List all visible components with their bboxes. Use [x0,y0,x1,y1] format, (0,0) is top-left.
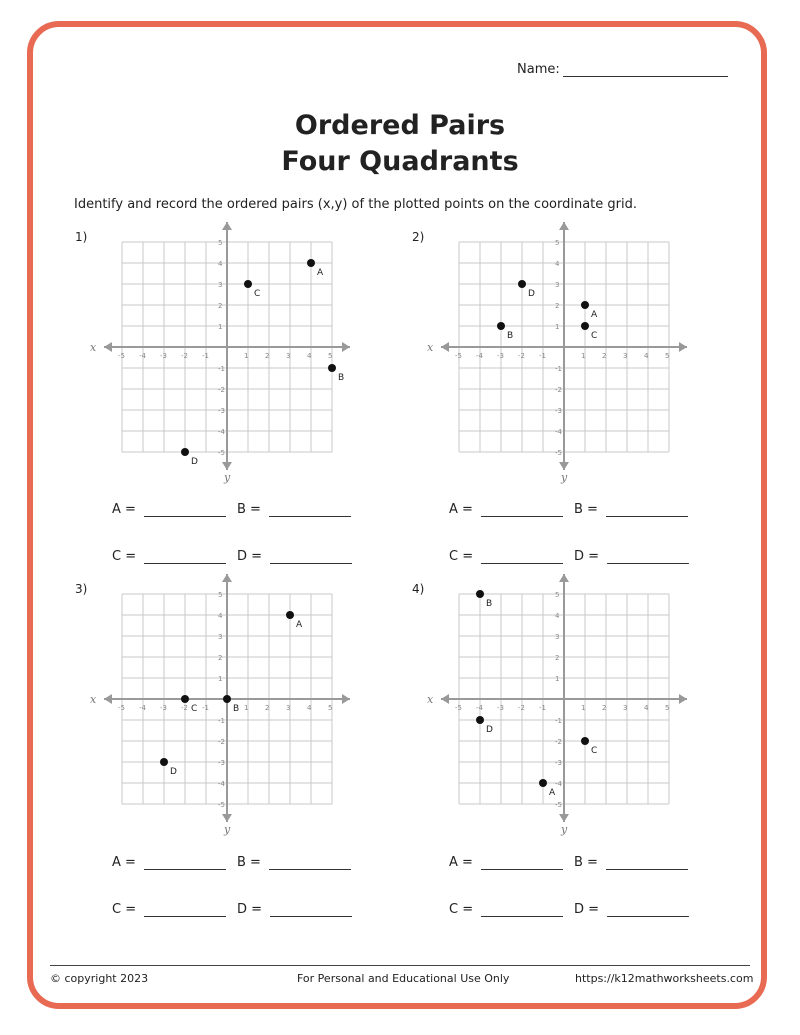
point-a [307,259,315,267]
y-tick-label: -1 [555,365,562,373]
y-tick-label: 2 [555,302,560,310]
answer-field [449,855,563,870]
x-axis-label: x [427,693,434,706]
answer-blank[interactable] [144,855,226,870]
answer-field [574,549,689,564]
y-tick-label: 1 [555,323,560,331]
y-tick-label: -4 [555,780,562,788]
x-axis-label: x [427,341,434,354]
x-tick-label: 4 [644,352,649,360]
axis-arrow [222,574,232,582]
x-axis-label: x [90,341,97,354]
y-tick-label: 2 [555,654,560,662]
y-axis-label: y [561,823,568,836]
x-tick-label: 2 [265,704,270,712]
y-tick-label: -2 [555,386,562,394]
answer-label: B = [574,855,598,870]
answer-blank[interactable] [481,502,563,517]
point-label-a: A [317,268,324,278]
y-tick-label: -2 [218,386,225,394]
point-label-a: A [591,310,598,320]
y-tick-label: 3 [218,281,223,289]
y-tick-label: -3 [555,759,562,767]
x-axis-label: x [90,693,97,706]
point-b [497,322,505,330]
answer-blank[interactable] [481,902,563,917]
answer-label: B = [237,855,261,870]
y-tick-label: -4 [218,428,225,436]
x-tick-label: 5 [328,352,333,360]
answer-label: C = [112,902,137,917]
answer-blank[interactable] [481,855,563,870]
x-tick-label: -5 [118,352,125,360]
point-a [581,301,589,309]
problem-number: 3) [75,582,88,596]
y-tick-label: 4 [218,612,223,620]
y-tick-label: 2 [218,302,223,310]
answer-field [574,902,689,917]
x-tick-label: 5 [328,704,333,712]
y-tick-label: 5 [218,239,223,247]
point-c [581,737,589,745]
answer-field [237,549,352,564]
y-tick-label: 5 [555,591,560,599]
x-tick-label: 3 [623,352,628,360]
x-tick-label: 2 [602,352,607,360]
y-axis-label: y [224,823,231,836]
point-d [518,280,526,288]
problem-number: 4) [412,582,425,596]
problem-number: 2) [412,230,425,244]
x-tick-label: -4 [476,704,483,712]
instructions: Identify and record the ordered pairs (x,y) of the plotted points on the coordinate grid. [74,197,637,212]
y-tick-label: -1 [218,365,225,373]
answer-blank[interactable] [270,549,352,564]
x-tick-label: -1 [539,704,546,712]
point-label-b: B [507,331,514,341]
answer-label: D = [237,549,263,564]
y-tick-label: 3 [555,281,560,289]
coordinate-grid [90,574,333,836]
y-tick-label: 1 [555,675,560,683]
y-tick-label: -5 [555,449,562,457]
point-c [244,280,252,288]
x-tick-label: -4 [476,352,483,360]
y-tick-label: -4 [218,780,225,788]
footer-rule [50,965,750,966]
x-tick-label: -3 [160,352,167,360]
y-tick-label: 5 [218,591,223,599]
point-label-a: A [296,620,303,630]
answer-label: B = [574,502,598,517]
y-tick-label: 4 [555,260,560,268]
point-label-b: B [486,599,493,609]
point-b [223,695,231,703]
point-label-c: C [254,289,261,299]
x-tick-label: -3 [497,352,504,360]
axis-arrow [222,462,232,470]
x-tick-label: -5 [118,704,125,712]
answer-blank[interactable] [607,902,689,917]
axis-arrow [559,462,569,470]
axis-arrow [559,574,569,582]
x-tick-label: 2 [602,704,607,712]
point-c [581,322,589,330]
y-tick-label: 4 [218,260,223,268]
x-tick-label: 1 [581,352,586,360]
point-a [539,779,547,787]
point-label-a: A [549,788,556,798]
answer-field [449,549,563,564]
answer-blank[interactable] [481,549,563,564]
y-tick-label: -1 [555,717,562,725]
name-label: Name: [517,62,560,77]
x-tick-label: -2 [181,704,188,712]
y-tick-label: -3 [218,407,225,415]
x-tick-label: -2 [181,352,188,360]
x-tick-label: 4 [307,704,312,712]
answer-label: D = [237,902,263,917]
x-tick-label: -2 [518,704,525,712]
answer-blank[interactable] [606,502,688,517]
point-label-b: B [338,373,345,383]
answer-field [237,855,351,870]
problem-number: 1) [75,230,88,244]
coordinate-grid [90,222,345,484]
x-tick-label: 3 [286,352,291,360]
footer-copyright: © copyright 2023 [50,972,149,985]
point-b [328,364,336,372]
footer-url: https://k12mathworksheets.com [575,972,754,985]
y-tick-label: 3 [218,633,223,641]
answer-label: C = [112,549,137,564]
answer-field [574,855,688,870]
answer-blank[interactable] [269,855,351,870]
x-tick-label: -3 [497,704,504,712]
point-label-c: C [591,746,598,756]
x-tick-label: 4 [307,352,312,360]
x-tick-label: 4 [644,704,649,712]
answer-label: D = [574,549,600,564]
answer-field [112,549,226,564]
answer-label: A = [449,502,473,517]
y-tick-label: -2 [555,738,562,746]
name-line[interactable] [563,62,728,77]
y-tick-label: 5 [555,239,560,247]
answer-blank[interactable] [606,855,688,870]
answer-blank[interactable] [144,549,226,564]
footer-usage: For Personal and Educational Use Only [297,972,510,985]
answer-field [574,502,688,517]
title-line-1: Ordered Pairs [294,110,506,141]
y-tick-label: 4 [555,612,560,620]
y-tick-label: -3 [555,407,562,415]
answer-field [449,902,563,917]
x-tick-label: -5 [455,352,462,360]
y-tick-label: 2 [218,654,223,662]
x-tick-label: 1 [244,352,249,360]
title-line-2: Four Quadrants [281,146,519,177]
answer-field [112,502,226,517]
answer-field [237,902,352,917]
point-label-c: C [591,331,598,341]
answer-blank[interactable] [144,502,226,517]
y-axis-label: y [224,471,231,484]
point-label-c: C [191,704,198,714]
answer-label: B = [237,502,261,517]
y-tick-label: -5 [555,801,562,809]
x-tick-label: 5 [665,704,670,712]
x-tick-label: -1 [202,704,209,712]
y-tick-label: -2 [218,738,225,746]
y-tick-label: 3 [555,633,560,641]
answer-blank[interactable] [144,902,226,917]
answer-label: A = [449,855,473,870]
point-label-b: B [233,704,240,714]
y-axis-label: y [561,471,568,484]
answer-label: D = [574,902,600,917]
point-c [181,695,189,703]
answer-field [112,902,226,917]
answer-label: A = [112,502,136,517]
point-d [160,758,168,766]
answer-label: C = [449,902,474,917]
y-tick-label: -5 [218,801,225,809]
y-tick-label: -4 [555,428,562,436]
y-tick-label: 1 [218,675,223,683]
axis-arrow [559,814,569,822]
x-tick-label: 5 [665,352,670,360]
point-b [476,590,484,598]
x-tick-label: 3 [286,704,291,712]
y-tick-label: 1 [218,323,223,331]
point-d [181,448,189,456]
point-label-d: D [191,457,198,467]
answer-label: C = [449,549,474,564]
x-tick-label: 3 [623,704,628,712]
x-tick-label: -1 [202,352,209,360]
answer-field [449,502,563,517]
name-field [517,62,728,77]
x-tick-label: -4 [139,704,146,712]
answer-blank[interactable] [607,549,689,564]
axis-arrow [559,222,569,230]
x-tick-label: -1 [539,352,546,360]
answer-blank[interactable] [269,502,351,517]
y-tick-label: -5 [218,449,225,457]
point-d [476,716,484,724]
answer-blank[interactable] [270,902,352,917]
point-label-d: D [170,767,177,777]
x-tick-label: -2 [518,352,525,360]
x-tick-label: -3 [160,704,167,712]
coordinate-grid [427,574,670,836]
y-tick-label: -3 [218,759,225,767]
point-label-d: D [528,289,535,299]
x-tick-label: 1 [244,704,249,712]
point-a [286,611,294,619]
x-tick-label: 2 [265,352,270,360]
x-tick-label: -5 [455,704,462,712]
axis-arrow [222,222,232,230]
point-label-d: D [486,725,493,735]
x-tick-label: -4 [139,352,146,360]
coordinate-grid [427,222,670,484]
answer-field [112,855,226,870]
y-tick-label: -1 [218,717,225,725]
axis-arrow [222,814,232,822]
answer-label: A = [112,855,136,870]
answer-field [237,502,351,517]
x-tick-label: 1 [581,704,586,712]
